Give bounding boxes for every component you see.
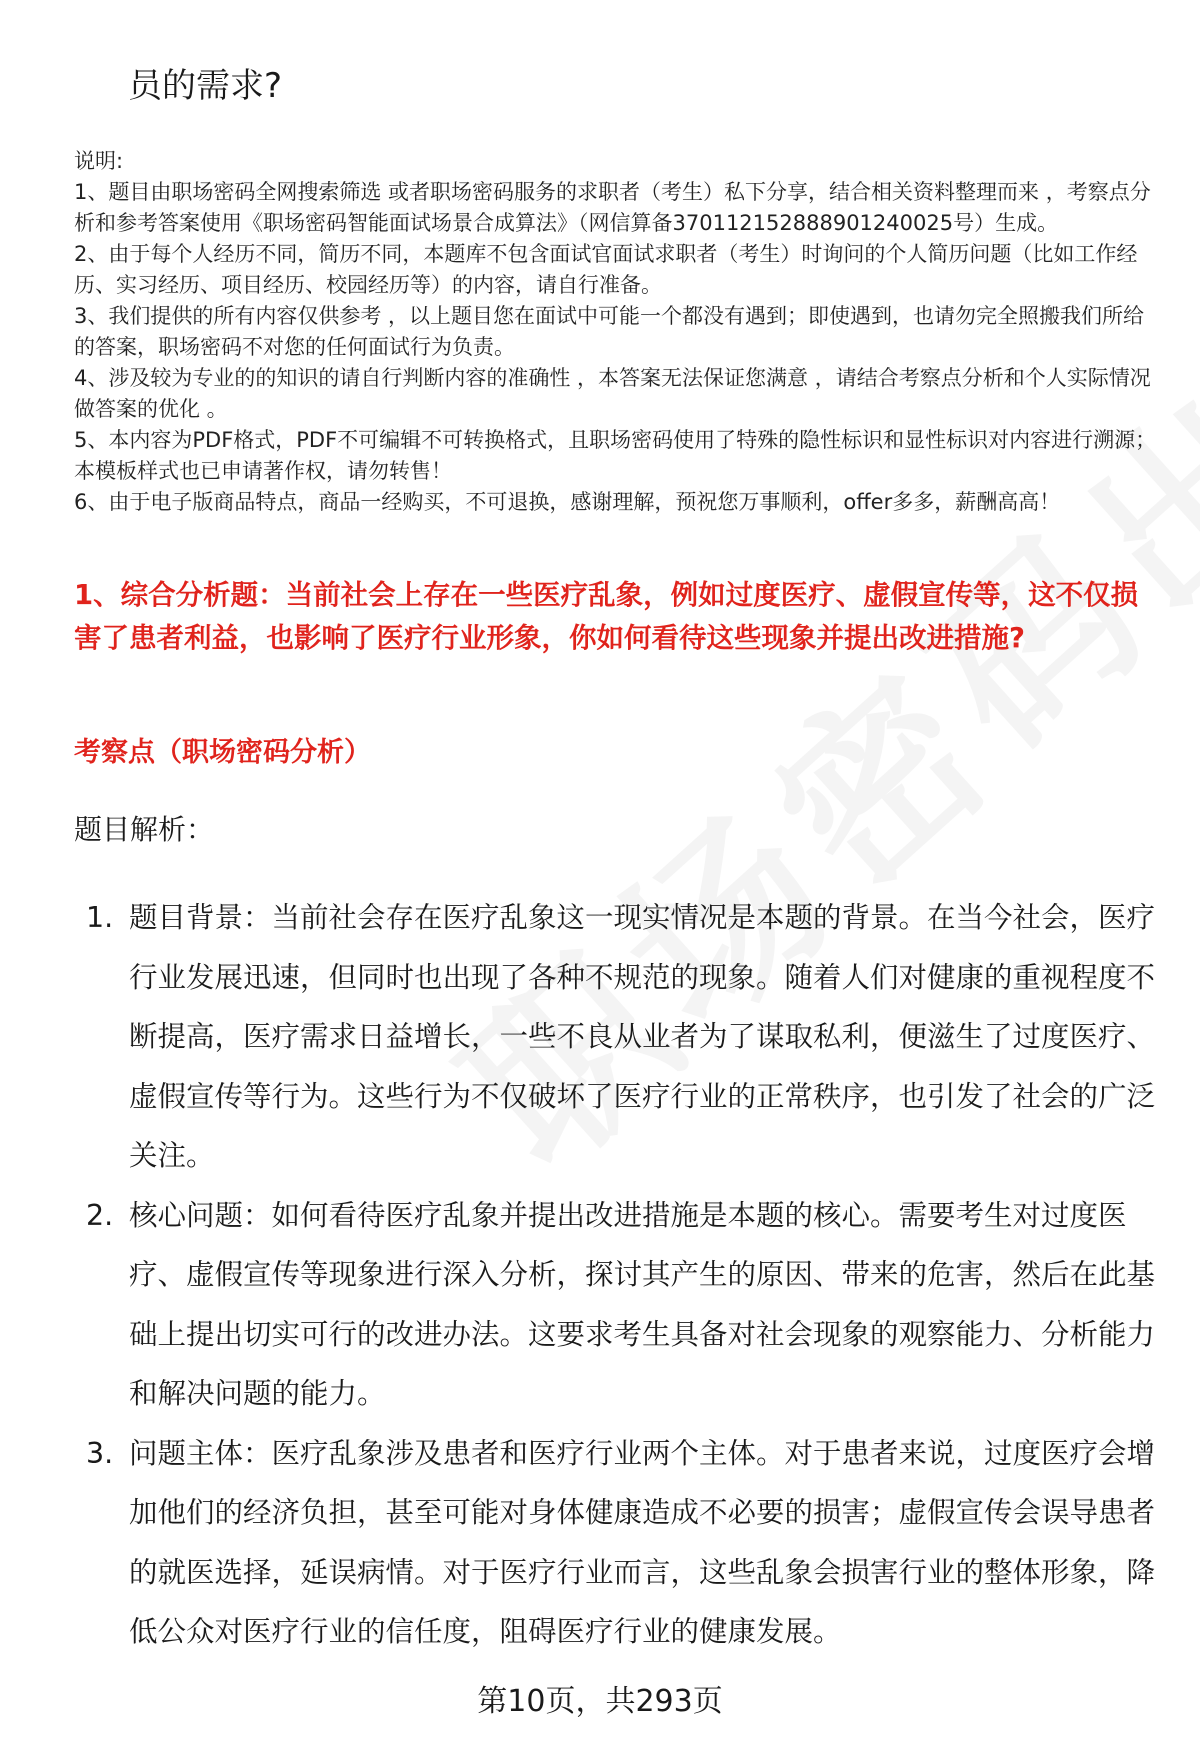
list-item <box>74 1186 1164 1424</box>
notes-item: 2、由于每个人经历不同，简历不同，本题库不包含面试官面试求职者（考生）时询问的个人简历问题（比如工作经历、实习经历、项目经历、校园经历等）的内容，请自行准备。 <box>74 242 1138 297</box>
list-item-text: 题目背景：当前社会存在医疗乱象这一现实情况是本题的背景。在当今社会，医疗行业发展迅速，但同时也出现了各种不规范的现象。随着人们对健康的重视程度不断提高，医疗需求日益增长，一些不良从业者为了谋取私利，便滋生了过度医疗、虚假宣传等行为。这些行为不仅破坏了医疗行业的正常秩序，也引发了社会的广泛关注。 <box>129 901 1156 1172</box>
question-title: 1、综合分析题：当前社会上存在一些医疗乱象，例如过度医疗、虚假宣传等，这不仅损害了患者利益，也影响了医疗行业形象，你如何看待这些现象并提出改进措施? <box>74 579 1139 654</box>
list-item <box>74 888 1164 1186</box>
notes-item: 6、由于电子版商品特点，商品一经购买，不可退换，感谢理解，预祝您万事顺利，offer多多，薪酬高高！ <box>74 490 1061 514</box>
list-item-text: 问题主体：医疗乱象涉及患者和医疗行业两个主体。对于患者来说，过度医疗会增加他们的经济负担，甚至可能对身体健康造成不必要的损害；虚假宣传会误导患者的就医选择，延误病情。对于医疗行业而言，这些乱象会损害行业的整体形象，降低公众对医疗行业的信任度，阻碍医疗行业的健康发展。 <box>129 1436 1156 1648</box>
list-item-number: 1. <box>86 901 114 934</box>
analysis-list <box>74 888 1164 1662</box>
notes-block <box>74 146 1160 518</box>
notes-title: 说明: <box>74 149 124 173</box>
page-footer: 第10页，共293页 <box>477 1684 723 1719</box>
list-item-text: 核心问题：如何看待医疗乱象并提出改进措施是本题的核心。需要考生对过度医疗、虚假宣传等现象进行深入分析，探讨其产生的原因、带来的危害，然后在此基础上提出切实可行的改进办法。这要求考生具备对社会现象的观察能力、分析能力和解决问题的能力。 <box>129 1198 1156 1410</box>
list-item <box>74 1424 1164 1662</box>
notes-item: 1、题目由职场密码全网搜索筛选 或者职场密码服务的求职者（考生）私下分享，结合相关资料整理而来 ，考察点分析和参考答案使用《职场密码智能面试场景合成算法》（网信算备370112152888901240025号）生成。 <box>74 180 1151 235</box>
list-item-number: 2. <box>86 1198 114 1232</box>
page-top-fragment: 员的需求? <box>128 66 283 106</box>
notes-item: 5、本内容为PDF格式，PDF不可编辑不可转换格式，且职场密码使用了特殊的隐性标识和显性标识对内容进行溯源；本模板样式也已申请著作权，请勿转售！ <box>74 428 1157 483</box>
notes-item: 4、涉及较为专业的的知识的请自行判断内容的准确性 ，本答案无法保证您满意 ，请结合考察点分析和个人实际情况做答案的优化 。 <box>74 366 1151 421</box>
analysis-heading: 题目解析： <box>74 813 215 846</box>
list-item-number: 3. <box>86 1436 114 1470</box>
section-heading: 考察点（职场密码分析） <box>74 737 371 768</box>
notes-item: 3、我们提供的所有内容仅供参考 ，以上题目您在面试中可能一个都没有遇到；即使遇到，也请勿完全照搬我们所给的答案，职场密码不对您的任何面试行为负责。 <box>74 304 1145 359</box>
